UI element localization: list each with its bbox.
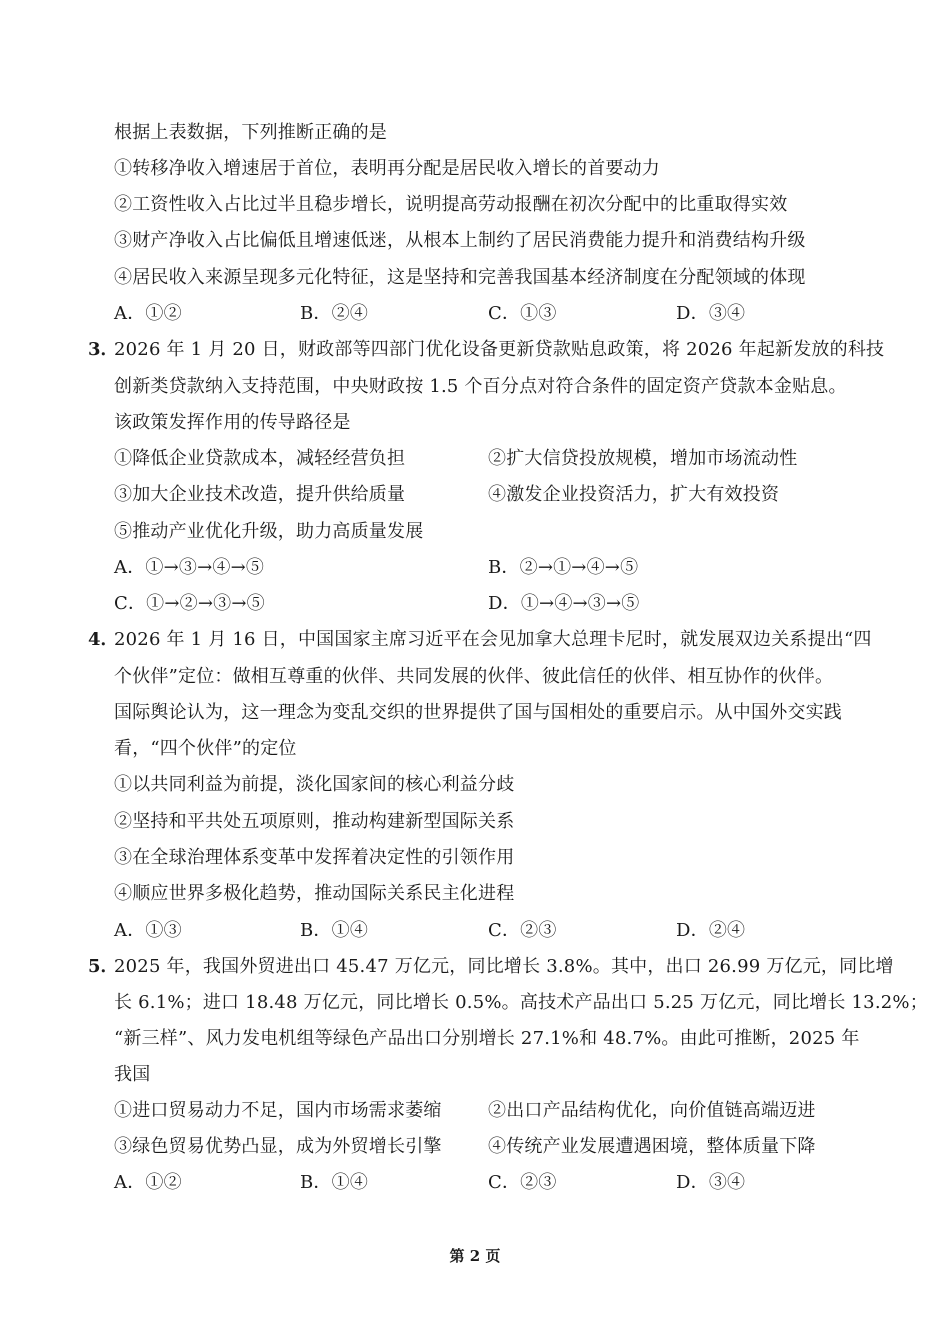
q4-stem-line-1: 2026 年 1 月 16 日，中国国家主席习近平在会见加拿大总理卡尼时，就发展双边关系提出“四 <box>114 629 872 650</box>
q5-stem-line-4: 我国 <box>114 1064 151 1085</box>
q2-choice-b: B．②④ <box>300 303 369 324</box>
q5-stem-line-3: “新三样”、风力发电机组等绿色产品出口分别增长 27.1%和 48.7%。由此可推断，2025 年 <box>114 1028 860 1049</box>
q2-option-1: ①转移净收入增速居于首位，表明再分配是居民收入增长的首要动力 <box>114 158 660 179</box>
q4-option-2: ②坚持和平共处五项原则，推动构建新型国际关系 <box>114 811 515 832</box>
q5-option-2: ②出口产品结构优化，向价值链高端迈进 <box>488 1100 816 1121</box>
q3-choice-b: B．②→①→④→⑤ <box>488 557 639 578</box>
q3-option-2: ②扩大信贷投放规模，增加市场流动性 <box>488 448 798 469</box>
q2-choice-c: C．①③ <box>488 303 557 324</box>
q5-option-3: ③绿色贸易优势凸显，成为外贸增长引擎 <box>114 1136 442 1157</box>
q4-stem-line-3: 国际舆论认为，这一理念为变乱交织的世界提供了国与国相处的重要启示。从中国外交实践 <box>114 702 842 723</box>
q2-option-2: ②工资性收入占比过半且稳步增长，说明提高劳动报酬在初次分配中的比重取得实效 <box>114 194 788 215</box>
q3-number: 3． <box>88 339 119 360</box>
q5-option-4: ④传统产业发展遭遇困境，整体质量下降 <box>488 1136 816 1157</box>
q3-option-3: ③加大企业技术改造，提升供给质量 <box>114 484 406 505</box>
q5-number: 5． <box>88 956 119 977</box>
q5-choice-b: B．①④ <box>300 1172 369 1193</box>
q4-option-4: ④顺应世界多极化趋势，推动国际关系民主化进程 <box>114 883 515 904</box>
q4-choice-a: A．①③ <box>114 920 182 941</box>
q3-stem-line-1: 2026 年 1 月 20 日，财政部等四部门优化设备更新贷款贴息政策，将 2026 年起新发放的科技 <box>114 339 885 360</box>
q5-choice-c: C．②③ <box>488 1172 557 1193</box>
q3-stem-line-3: 该政策发挥作用的传导路径是 <box>114 412 351 433</box>
q3-stem-line-2: 创新类贷款纳入支持范围，中央财政按 1.5 个百分点对符合条件的固定资产贷款本金贴息。 <box>114 376 847 397</box>
q3-option-1: ①降低企业贷款成本，减轻经营负担 <box>114 448 406 469</box>
q5-stem-line-2: 长 6.1%；进口 18.48 万亿元，同比增长 0.5%。高技术产品出口 5.25 万亿元，同比增长 13.2%； <box>114 992 928 1013</box>
q5-option-1: ①进口贸易动力不足，国内市场需求萎缩 <box>114 1100 442 1121</box>
page-number: 第 2 页 <box>449 1247 501 1265</box>
q3-choice-a: A．①→③→④→⑤ <box>114 557 265 578</box>
q2-choice-a: A．①② <box>114 303 182 324</box>
q3-option-5: ⑤推动产业优化升级，助力高质量发展 <box>114 521 424 542</box>
q3-choice-d: D．①→④→③→⑤ <box>488 593 640 614</box>
q4-stem-line-4: 看，“四个伙伴”的定位 <box>114 738 297 759</box>
q4-choice-d: D．②④ <box>676 920 746 941</box>
q4-choice-c: C．②③ <box>488 920 557 941</box>
q2-option-4: ④居民收入来源呈现多元化特征，这是坚持和完善我国基本经济制度在分配领域的体现 <box>114 267 806 288</box>
q2-choice-d: D．③④ <box>676 303 746 324</box>
q5-stem-line-1: 2025 年，我国外贸进出口 45.47 万亿元，同比增长 3.8%。其中，出口 26.99 万亿元，同比增 <box>114 956 894 977</box>
q5-choice-a: A．①② <box>114 1172 182 1193</box>
q4-choice-b: B．①④ <box>300 920 369 941</box>
q2-option-3: ③财产净收入占比偏低且增速低迷，从根本上制约了居民消费能力提升和消费结构升级 <box>114 230 806 251</box>
q5-choice-d: D．③④ <box>676 1172 746 1193</box>
q3-choice-c: C．①→②→③→⑤ <box>114 593 265 614</box>
q3-option-4: ④激发企业投资活力，扩大有效投资 <box>488 484 780 505</box>
q4-option-1: ①以共同利益为前提，淡化国家间的核心利益分歧 <box>114 774 515 795</box>
q4-number: 4． <box>88 629 119 650</box>
q4-option-3: ③在全球治理体系变革中发挥着决定性的引领作用 <box>114 847 515 868</box>
q4-stem-line-2: 个伙伴”定位：做相互尊重的伙伴、共同发展的伙伴、彼此信任的伙伴、相互协作的伙伴。 <box>114 666 834 687</box>
q2-stem: 根据上表数据，下列推断正确的是 <box>114 122 387 143</box>
